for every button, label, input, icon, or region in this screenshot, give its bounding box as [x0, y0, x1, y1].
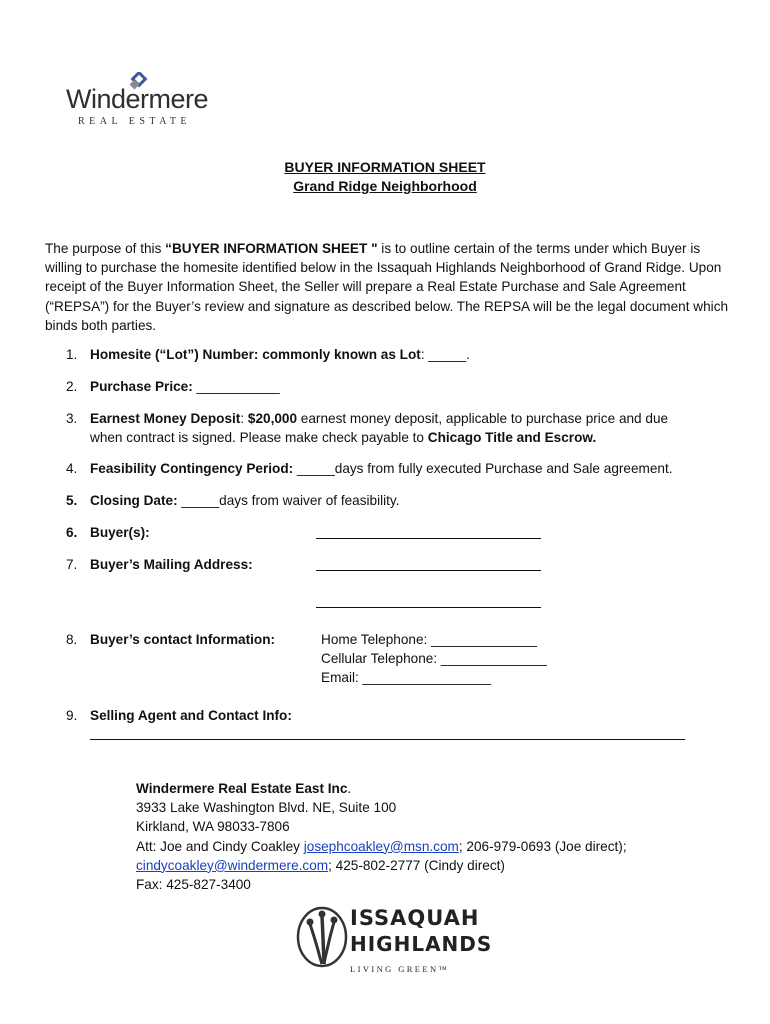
item-label: Selling Agent and Contact Info: [90, 708, 292, 723]
windermere-logo-subtitle: REAL ESTATE [78, 116, 192, 127]
item-selling-agent [66, 706, 292, 725]
item-text[interactable]: _____days from waiver of feasibility. [177, 493, 400, 508]
item-homesite [66, 345, 470, 364]
item-number: 1. [66, 347, 78, 362]
issaquah-wordmark: ISSAQUAH [350, 906, 480, 930]
document-title [0, 158, 770, 196]
item-label: Buyer(s): [90, 525, 150, 540]
cindy-contact-line [136, 856, 627, 875]
item-label: Closing Date: [90, 493, 178, 508]
intro-bold-title: “BUYER INFORMATION SHEET " [165, 241, 378, 256]
highlands-wordmark: HIGHLANDS [350, 932, 493, 956]
item-text[interactable]: _____days from fully executed Purchase and Sale agreement. [293, 461, 673, 476]
mailing-address-blank-line-2[interactable] [316, 607, 541, 608]
item-buyers [66, 523, 150, 542]
item-number: 9. [66, 708, 78, 723]
mailing-address-blank-line-1[interactable] [316, 570, 541, 571]
earnest-amount: $20,000 [247, 411, 298, 426]
intro-paragraph [45, 239, 735, 335]
item-closing-date [66, 491, 400, 510]
item-number: 5. [66, 493, 78, 508]
item-label: Earnest Money Deposit [90, 411, 241, 426]
item-earnest-money [66, 409, 696, 447]
windermere-logo-name: Windermere [66, 84, 209, 114]
item-text[interactable]: : _____. [420, 347, 470, 362]
item-text[interactable]: ___________ [192, 379, 280, 394]
agent-address-block [136, 779, 627, 894]
escrow-payee: Chicago Title and Escrow. [427, 430, 597, 445]
company-name: Windermere Real Estate East Inc [136, 781, 348, 796]
item-text: earnest money deposit, applicable to purchase price and due [297, 411, 669, 426]
item-number: 8. [66, 632, 78, 647]
joe-email-link[interactable]: josephcoakley@msn.com [303, 838, 459, 854]
company-name-line [136, 779, 627, 798]
cindy-email-link[interactable]: cindycoakley@windermere.com [136, 857, 329, 873]
email-field[interactable]: Email: _________________ [321, 670, 492, 685]
issaquah-figure-icon [296, 906, 348, 968]
item-number: 7. [66, 557, 78, 572]
fax-number: Fax: 425-827-3400 [136, 877, 251, 893]
title-line-2: Grand Ridge Neighborhood [293, 178, 477, 194]
item-label: Homesite (“Lot”) Number: commonly known as Lot [90, 347, 421, 362]
item-contact-info [66, 630, 275, 649]
windermere-logo [66, 72, 226, 128]
selling-agent-blank-line[interactable] [90, 739, 685, 740]
buyers-blank-line[interactable] [316, 538, 541, 539]
item-number: 3. [66, 411, 78, 426]
item-feasibility [66, 459, 673, 478]
attention-lead: Att: Joe and Cindy Coakley [136, 838, 304, 854]
item-continuation [66, 428, 696, 447]
cindy-phone: ; 425-802-2777 (Cindy direct) [328, 857, 505, 873]
item-number: 4. [66, 461, 78, 476]
street-address: 3933 Lake Washington Blvd. NE, Suite 100 [136, 800, 397, 816]
living-green-tagline: LIVING GREEN™ [350, 964, 450, 974]
attention-line [136, 837, 627, 856]
item-label: Buyer’s contact Information: [90, 632, 276, 647]
item-colon: : [240, 411, 248, 426]
item-purchase-price [66, 377, 280, 396]
issaquah-highlands-logo [296, 902, 493, 982]
joe-phone: ; 206-979-0693 (Joe direct); [458, 838, 627, 854]
intro-lead: The purpose of this [45, 241, 166, 256]
item-number: 6. [66, 525, 78, 540]
item-label: Feasibility Contingency Period: [90, 461, 294, 476]
item-mailing-address [66, 555, 253, 574]
item-continuation-text: when contract is signed. Please make check payable to [90, 430, 428, 445]
item-label: Buyer’s Mailing Address: [90, 557, 253, 572]
home-telephone-field[interactable]: Home Telephone: ______________ [321, 632, 537, 647]
city-state-zip: Kirkland, WA 98033-7806 [136, 819, 290, 835]
title-line-1: BUYER INFORMATION SHEET [284, 159, 486, 175]
cellular-telephone-field[interactable]: Cellular Telephone: ______________ [321, 651, 547, 666]
item-label: Purchase Price: [90, 379, 193, 394]
intro-rest: is to outline certain of the terms under which Buyer is willing to purchase the homesite identified below in the Issaquah Highlands Neighborhood of Grand Ridge. Upon receipt of the Buyer Information Sheet, the Seller will prepare a Real Estate Purchase and Sale Agreement (“REPSA”) for the Buyer’s review and signature as described below. The REPSA will be the legal document which binds both parties. [45, 241, 729, 333]
company-name-period: . [347, 781, 352, 796]
item-number: 2. [66, 379, 78, 394]
